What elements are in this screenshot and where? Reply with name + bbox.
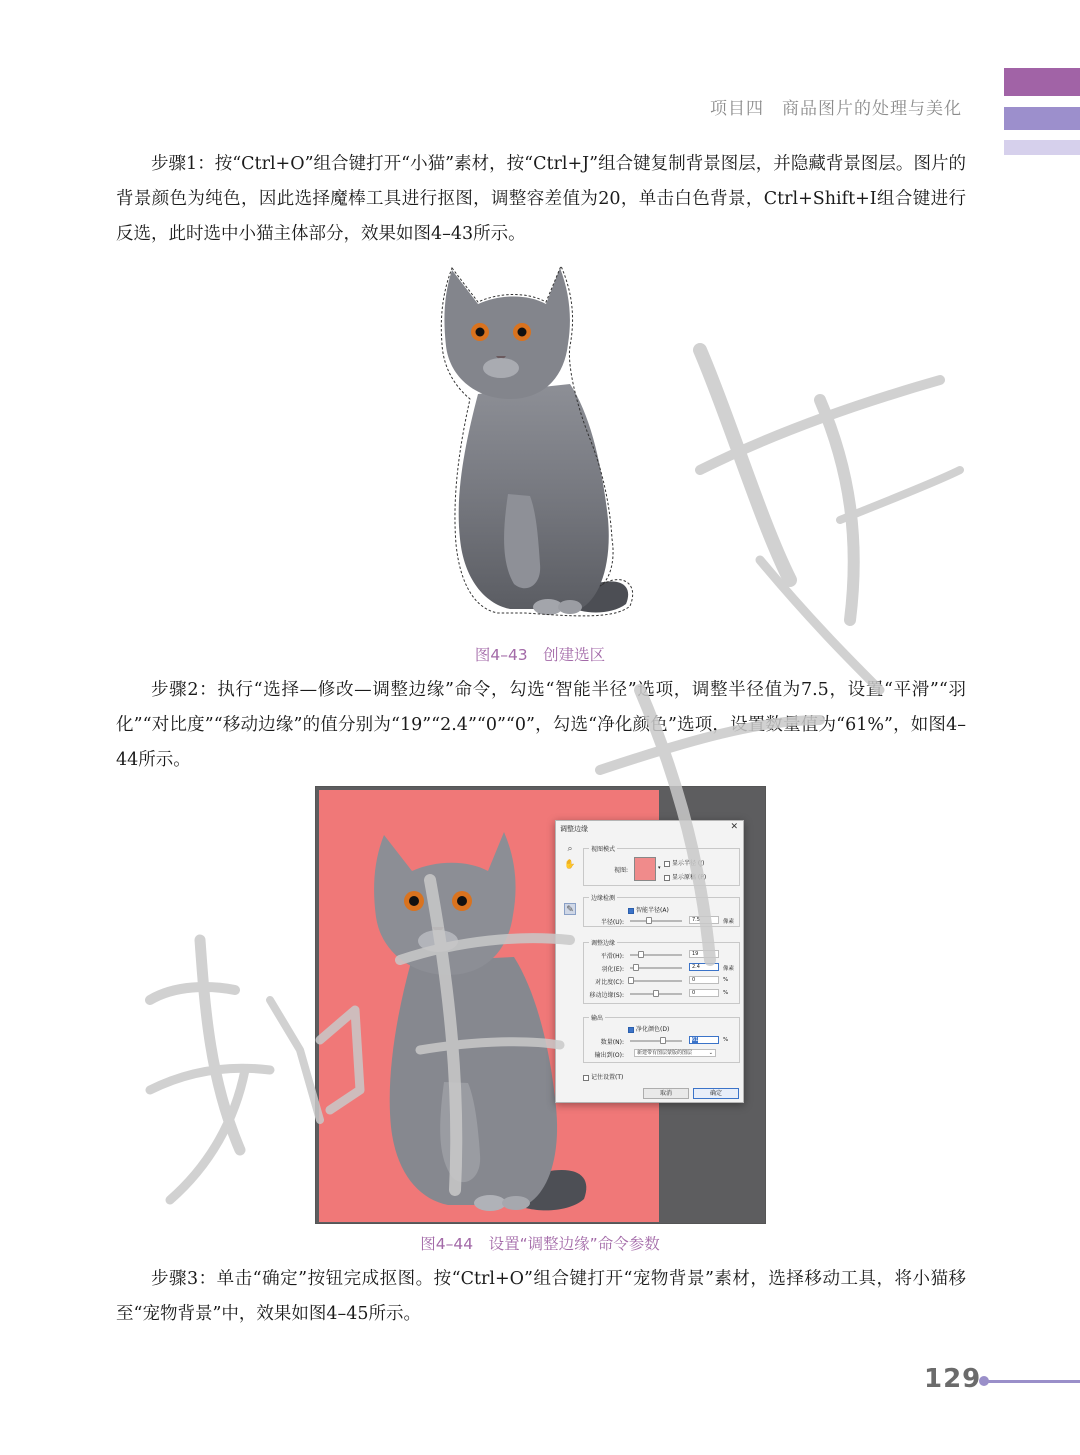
feather-label: 羽化(E): [601, 966, 624, 973]
smooth-input[interactable]: 19 [689, 950, 719, 958]
feather-unit: 像素 [723, 966, 735, 972]
output-to-select[interactable]: 新建带有图层蒙版的图层 ⌄ [634, 1049, 716, 1057]
output-group [583, 1017, 740, 1063]
figure-4-43-caption: 图4–43 创建选区 [474, 646, 606, 664]
shift-edge-unit: % [723, 990, 729, 996]
remember-settings-option[interactable]: 记住设置(T) [583, 1072, 623, 1081]
refine-radius-tool-icon[interactable]: ✎ [564, 903, 576, 915]
figure-4-44-caption: 图4–44 设置“调整边缘”命令参数 [420, 1235, 660, 1253]
figure-4-43-cat-selection [430, 264, 650, 626]
smart-radius-option[interactable]: 智能半径(A) [628, 905, 669, 914]
feather-slider[interactable] [630, 967, 682, 969]
contrast-unit: % [723, 977, 729, 983]
shift-edge-row [586, 990, 741, 998]
output-to-label: 输出到(O): [594, 1052, 624, 1059]
feather-input[interactable]: 2.4 [689, 963, 719, 971]
paragraph-step1: 步骤1：按“Ctrl+O”组合键打开“小猫”素材，按“Ctrl+J”组合键复制背景图层，并隐藏背景图层。图片的背景颜色为纯色，因此选择魔棒工具进行抠图，调整容差值为20，单击白色背景，Ctrl+Shift+I组合键进行反选，此时选中小猫主体部分，效果如图4–43所示。 [116, 154, 966, 244]
page-marker-line [988, 1380, 1080, 1383]
amount-slider-knob[interactable] [660, 1037, 666, 1044]
show-radius-checkbox[interactable] [664, 861, 670, 867]
show-radius-option[interactable]: 显示半径 (J) [664, 858, 704, 867]
hand-tool-icon[interactable]: ✋ [564, 860, 576, 870]
amount-unit: % [723, 1037, 729, 1043]
contrast-slider-knob[interactable] [628, 977, 634, 984]
view-label: 视图: [614, 867, 629, 874]
paragraph-step2: 步骤2：执行“选择—修改—调整边缘”命令，勾选“智能半径”选项，调整半径值为7.5，设置“平滑”“羽化”“对比度”“移动边缘”的值分别为“19”“2.4”“0”“0”，勾选“净化颜色”选项，设置数量值为“61%”，如图4–44所示。 [116, 680, 966, 770]
view-mode-group [583, 848, 740, 886]
radius-slider[interactable] [630, 920, 682, 922]
cancel-button[interactable]: 取消 [643, 1088, 689, 1099]
zoom-tool-icon[interactable]: ⌕ [567, 844, 573, 854]
smart-radius-checkbox[interactable] [628, 908, 634, 914]
show-original-option[interactable]: 显示原稿 (P) [664, 872, 706, 881]
amount-slider[interactable] [630, 1040, 682, 1042]
smooth-label: 平滑(H): [600, 953, 624, 960]
amount-label: 数量(N): [600, 1039, 624, 1046]
contrast-label: 对比度(C): [595, 979, 624, 986]
shift-edge-slider-knob[interactable] [653, 990, 659, 997]
running-header: 项目四 商品图片的处理与美化 [710, 99, 962, 119]
decontaminate-checkbox[interactable] [628, 1027, 634, 1033]
page-number: 129 [924, 1364, 982, 1394]
radius-label: 半径(U): [600, 919, 624, 926]
radius-unit: 像素 [723, 919, 735, 925]
adjust-edge-group [583, 942, 740, 1004]
tool-spacer [564, 875, 576, 899]
paragraph-step3: 步骤3：单击“确定”按钮完成抠图。按“Ctrl+O”组合键打开“宠物背景”素材，选择移动工具，将小猫移至“宠物背景”中，效果如图4–45所示。 [116, 1269, 966, 1324]
contrast-row [586, 977, 741, 985]
remember-settings-checkbox[interactable] [583, 1075, 589, 1081]
decontaminate-option[interactable]: 净化颜色(D) [628, 1024, 669, 1033]
radius-input[interactable]: 7.5 [689, 916, 719, 924]
view-mode-legend: 视图模式 [591, 846, 616, 853]
contrast-input[interactable]: 0 [689, 976, 719, 984]
feather-row [586, 964, 741, 972]
radius-slider-knob[interactable] [646, 917, 652, 924]
amount-row [586, 1037, 741, 1045]
shift-edge-label: 移动边缘(S): [589, 992, 624, 999]
amount-input[interactable]: 61 [689, 1036, 719, 1044]
shift-edge-input[interactable]: 0 [689, 989, 719, 997]
header-tab-accent-2 [1004, 107, 1080, 130]
ok-button[interactable]: 确定 [693, 1088, 739, 1099]
shift-edge-slider[interactable] [630, 993, 682, 995]
view-thumbnail[interactable] [634, 857, 656, 881]
header-tab-accent-3 [1004, 140, 1080, 155]
show-original-checkbox[interactable] [664, 875, 670, 881]
close-icon[interactable]: ✕ [730, 822, 738, 832]
refine-edge-dialog [555, 820, 744, 1103]
dialog-title: 调整边缘 [560, 825, 588, 833]
feather-slider-knob[interactable] [633, 964, 639, 971]
dialog-tools [564, 843, 578, 919]
output-legend: 输出 [591, 1015, 604, 1022]
edge-detection-group [583, 897, 740, 927]
smooth-slider-knob[interactable] [638, 951, 644, 958]
contrast-slider[interactable] [630, 980, 682, 982]
smooth-slider[interactable] [630, 954, 682, 956]
output-to-row [586, 1050, 741, 1058]
radius-row [586, 917, 741, 925]
adjust-edge-legend: 调整边缘 [591, 940, 616, 947]
view-dropdown-icon[interactable]: ▾ [658, 865, 661, 871]
edge-detection-legend: 边缘检测 [591, 895, 616, 902]
smooth-row [586, 951, 741, 959]
header-tab-accent-1 [1004, 68, 1080, 96]
chevron-down-icon: ⌄ [708, 1050, 713, 1056]
